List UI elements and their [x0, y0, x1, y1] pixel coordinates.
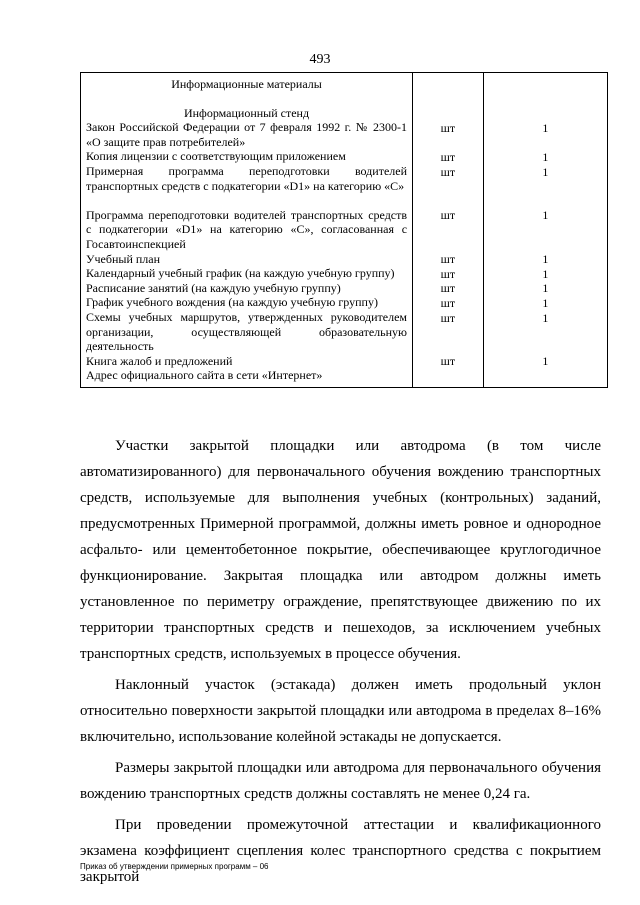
table-item-text: Календарный учебный график (на каждую учебную группу): [86, 266, 395, 281]
table-item-qty: 1: [542, 252, 549, 267]
table-item-text: Схемы учебных маршрутов, утвержденных руководителем организации, осуществляющей образовательную деятельность: [86, 309, 408, 354]
table-cell-items: [81, 73, 413, 388]
paragraph-3: Размеры закрытой площадки или автодрома для первоначального обучения вождению транспортных средств должны составлять не менее 0,24 га.: [80, 760, 601, 802]
body-text: [80, 433, 601, 890]
table-item-unit: шт: [440, 295, 456, 310]
table-items: [86, 120, 407, 383]
table-item-qty: 1: [542, 310, 549, 325]
equipment-table: [80, 72, 608, 388]
table-item-unit: шт: [440, 164, 456, 179]
table-item-qty: 1: [542, 149, 549, 164]
table-item-qty: 1: [542, 266, 549, 281]
table-item-qty: 1: [542, 164, 549, 179]
table-item-unit: шт: [440, 120, 456, 135]
table-item-text: Учебный план: [86, 251, 161, 266]
table-item-qty: 1: [542, 120, 549, 135]
table-section-header: Информационные материалы: [171, 77, 322, 91]
footer-note: Приказ об утверждении примерных программ – 06: [80, 862, 269, 871]
table-item-unit: шт: [440, 266, 456, 281]
table-subheader: Информационный стенд: [183, 105, 310, 120]
table-item-qty: 1: [542, 281, 549, 296]
paragraph-2: Наклонный участок (эстакада) должен иметь продольный уклон относительно поверхности закрытой площадки или автодрома в пределах 8–16% включительно, использование колейной эстакады не допускается.: [80, 677, 601, 745]
table-item-unit: шт: [440, 281, 456, 296]
table-item-qty: 1: [542, 208, 549, 223]
table-item-text: Копия лицензии с соответствующим приложением: [86, 149, 346, 164]
table-item-text: Программа переподготовки водителей транспортных средств с подкатегории «D1» на категорию «С», согласованная с Госавтоинспекцией: [86, 207, 408, 251]
paragraph-1: Участки закрытой площадки или автодрома (в том числе автоматизированного) для первоначального обучения вождению транспортных средств, используемые для выполнения учебных (контрольных) заданий, предусмотренных Примерной программой, должны иметь ровное и однородное асфальто- или цементобетонное покрытие, обеспечивающее круглогодичное функционирование. Закрытая площадка или автодром должны иметь установленное по периметру ограждение, препятствующее движению по их территории транспортных средств и пешеходов, за исключением учебных транспортных средств, используемых в процессе обучения.: [80, 438, 601, 662]
table-item-qty: 1: [542, 295, 549, 310]
table-qtys: [484, 121, 607, 384]
table-row: [81, 73, 608, 388]
table-item-text: Примерная программа переподготовки водителей транспортных средств с подкатегории «D1» на категорию «С»: [86, 163, 408, 193]
paragraph-4: При проведении промежуточной аттестации и квалификационного экзамена коэффициент сцепления колес транспортного средства с покрытием закрытой: [80, 817, 601, 885]
table-item-text: Адрес официального сайта в сети «Интернет»: [86, 368, 323, 383]
table-item-text: График учебного вождения (на каждую учебную группу): [86, 295, 378, 310]
table-item-unit: шт: [440, 208, 456, 223]
table-cell-qty: [483, 73, 607, 388]
table-item-unit: шт: [440, 354, 456, 369]
table-item-unit: шт: [440, 149, 456, 164]
page-number: 493: [309, 52, 331, 67]
table-item-text: Расписание занятий (на каждую учебную группу): [86, 280, 341, 295]
table-item-qty: 1: [542, 354, 549, 369]
table-item-text: Книга жалоб и предложений: [86, 353, 233, 368]
table-cell-units: [413, 73, 484, 388]
table-item-unit: шт: [440, 310, 456, 325]
table-item-unit: [413, 369, 483, 384]
table-item-qty: [484, 369, 607, 384]
table-item-unit: шт: [440, 252, 456, 267]
table-item-text: Закон Российской Федерации от 7 февраля 1992 г. № 2300-1 «О защите прав потребителей»: [86, 120, 408, 149]
table-units: [413, 121, 483, 384]
